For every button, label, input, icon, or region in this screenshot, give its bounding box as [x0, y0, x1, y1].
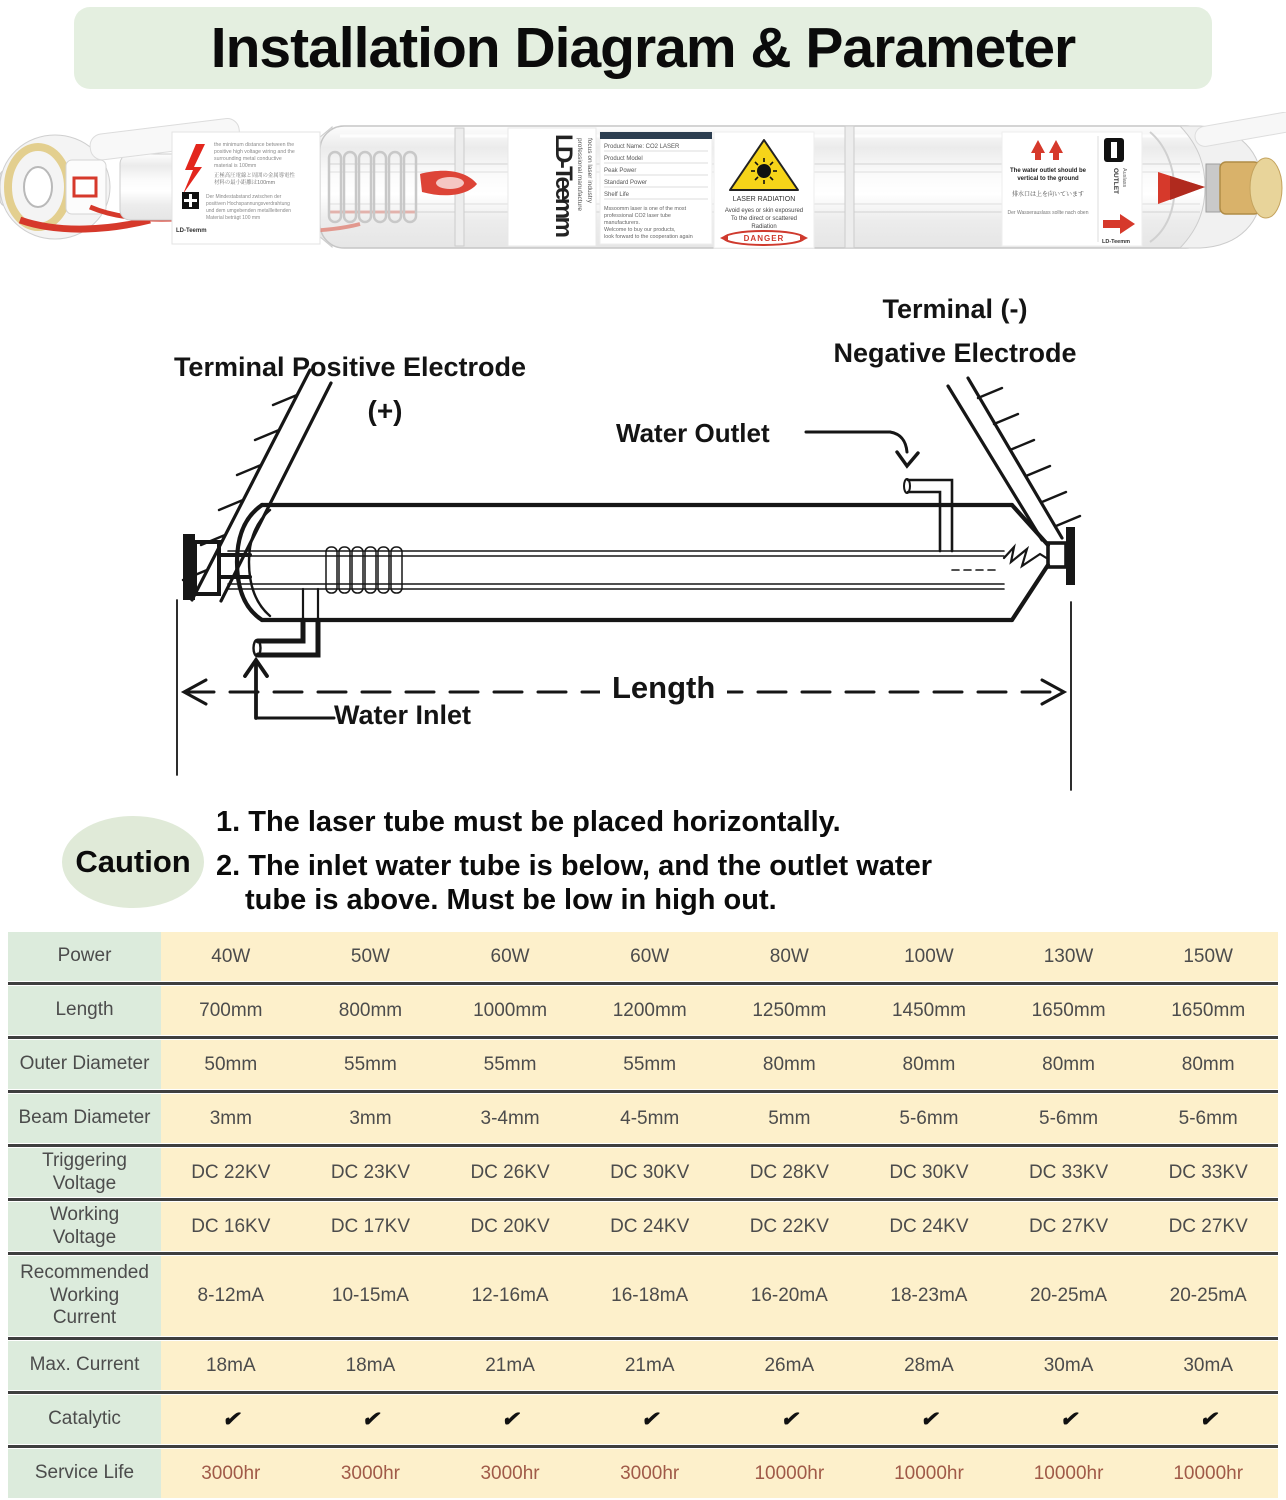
- table-cell: 8-12mA: [161, 1256, 301, 1336]
- svg-text:Radiation: Radiation: [751, 224, 777, 230]
- length-label: Length: [600, 670, 727, 706]
- table-row: [8, 1341, 1278, 1390]
- danger-badge: DANGER: [743, 234, 785, 243]
- table-cell: 60W: [580, 932, 720, 981]
- svg-text:Avoid eyes or skin exposured: Avoid eyes or skin exposured: [724, 208, 804, 214]
- table-cell: 16-20mA: [720, 1256, 860, 1336]
- table-row: [8, 1395, 1278, 1444]
- table-cell: DC 17KV: [301, 1202, 441, 1251]
- water-outlet-pipe: [904, 479, 952, 551]
- svg-text:LD-Teemm: LD-Teemm: [1102, 239, 1131, 245]
- table-cell: DC 30KV: [580, 1148, 720, 1197]
- table-cell: 1650mm: [999, 986, 1139, 1035]
- water-outlet-leader: [806, 432, 918, 466]
- table-cell: 50mm: [161, 1040, 301, 1089]
- table-cell: 150W: [1138, 932, 1278, 981]
- caution-item-1: 1. The laser tube must be placed horizontally.: [216, 806, 841, 838]
- table-separator: [8, 1445, 1278, 1448]
- table-row: [8, 1256, 1278, 1336]
- svg-text:Material beträgt 100 mm: Material beträgt 100 mm: [206, 215, 261, 221]
- check-cell: ✔: [1138, 1395, 1278, 1444]
- left-warning-label: [172, 132, 320, 244]
- table-cell: 55mm: [440, 1040, 580, 1089]
- table-row: [8, 1148, 1278, 1197]
- svg-text:vertical to the ground: vertical to the ground: [1017, 176, 1079, 182]
- table-cell: 18-23mA: [859, 1256, 999, 1336]
- svg-text:look forward to the cooperatio: look forward to the cooperation again: [604, 234, 693, 240]
- check-cell: ✔: [859, 1395, 999, 1444]
- svg-text:LASER RADIATION: LASER RADIATION: [732, 196, 796, 203]
- table-cell: 12-16mA: [440, 1256, 580, 1336]
- table-cell: 5mm: [720, 1094, 860, 1143]
- svg-text:The water outlet should be: The water outlet should be: [1009, 168, 1087, 174]
- water-inlet-label: Water Inlet: [334, 700, 472, 730]
- table-cell: DC 30KV: [859, 1148, 999, 1197]
- check-cell: ✔: [720, 1395, 860, 1444]
- water-inlet-leader: [245, 660, 334, 718]
- outlet-label: [1002, 132, 1142, 246]
- negative-electrode-label: Negative Electrode: [833, 338, 1077, 368]
- svg-text:positive high voltage wiring a: positive high voltage wiring and the: [214, 149, 295, 155]
- table-cell: 10000hr: [1138, 1449, 1278, 1498]
- row-label: Service Life: [8, 1449, 161, 1498]
- table-cell: 28mA: [859, 1341, 999, 1390]
- table-cell: DC 24KV: [859, 1202, 999, 1251]
- svg-text:Product Model: Product Model: [604, 156, 643, 162]
- water-outlet-label: Water Outlet: [616, 418, 770, 448]
- svg-text:positiven Hochspannungsverdrah: positiven Hochspannungsverdrahtung: [206, 201, 290, 207]
- tube-outline: [237, 505, 1066, 620]
- svg-text:材料の最小距離は100mm: 材料の最小距離は100mm: [214, 180, 276, 186]
- table-cell: 18mA: [301, 1341, 441, 1390]
- table-cell: 55mm: [301, 1040, 441, 1089]
- table-cell: 3-4mm: [440, 1094, 580, 1143]
- table-cell: 3000hr: [301, 1449, 441, 1498]
- water-inlet-pipe: [254, 589, 319, 656]
- caution-item-2-line2: tube is above. Must be low in high out.: [245, 884, 777, 916]
- zigzag-lead: [1004, 547, 1048, 566]
- table-cell: 1450mm: [859, 986, 999, 1035]
- table-cell: 40W: [161, 932, 301, 981]
- table-separator: [8, 1144, 1278, 1147]
- negative-electrode-symbol: [948, 378, 1080, 540]
- parameter-table: [8, 932, 1278, 1498]
- row-label: Catalytic: [8, 1395, 161, 1444]
- table-row: [8, 1040, 1278, 1089]
- row-label: Triggering Voltage: [8, 1148, 161, 1197]
- check-cell: ✔: [440, 1395, 580, 1444]
- table-cell: 60W: [440, 932, 580, 981]
- svg-text:Standard Power: Standard Power: [604, 180, 648, 186]
- check-cell: ✔: [301, 1395, 441, 1444]
- table-cell: DC 23KV: [301, 1148, 441, 1197]
- svg-text:focus on laser industry: focus on laser industry: [586, 138, 593, 204]
- svg-text:und dem umgebenden metallleite: und dem umgebenden metallleitenden: [206, 208, 292, 214]
- table-cell: DC 16KV: [161, 1202, 301, 1251]
- table-cell: DC 27KV: [999, 1202, 1139, 1251]
- table-cell: 3000hr: [161, 1449, 301, 1498]
- svg-text:Der Wasserauslass sollte nach: Der Wasserauslass sollte nach oben: [1007, 210, 1089, 216]
- table-cell: 21mA: [440, 1341, 580, 1390]
- table-row: [8, 1449, 1278, 1498]
- table-separator: [8, 1036, 1278, 1039]
- check-cell: ✔: [161, 1395, 301, 1444]
- svg-text:Der Mindestabstand zwischen de: Der Mindestabstand zwischen der: [206, 194, 282, 200]
- table-cell: 1250mm: [720, 986, 860, 1035]
- table-cell: 5-6mm: [1138, 1094, 1278, 1143]
- row-label: Power: [8, 932, 161, 981]
- right-end-plate: [1066, 527, 1075, 585]
- svg-text:Product Name: CO2 LASER: Product Name: CO2 LASER: [604, 144, 680, 150]
- caution-item-2-line1: 2. The inlet water tube is below, and the outlet water: [216, 850, 932, 882]
- svg-text:正極高圧電線と周囲の金属導電性: 正極高圧電線と周囲の金属導電性: [214, 173, 295, 179]
- row-label: Recommended Working Current: [8, 1256, 161, 1336]
- table-cell: 800mm: [301, 986, 441, 1035]
- coil: [326, 547, 402, 593]
- table-cell: 10000hr: [999, 1449, 1139, 1498]
- table-cell: 3000hr: [440, 1449, 580, 1498]
- table-cell: 5-6mm: [859, 1094, 999, 1143]
- svg-text:Shelf Life: Shelf Life: [604, 192, 630, 198]
- laser-radiation-label: [714, 132, 814, 248]
- table-cell: 30mA: [1138, 1341, 1278, 1390]
- svg-text:professional manufacture: professional manufacture: [576, 138, 583, 211]
- table-row: [8, 986, 1278, 1035]
- caution-badge: Caution: [62, 816, 204, 908]
- table-cell: 10-15mA: [301, 1256, 441, 1336]
- row-label: Beam Diameter: [8, 1094, 161, 1143]
- table-cell: 26mA: [720, 1341, 860, 1390]
- svg-text:Welcome to buy our products,: Welcome to buy our products,: [604, 227, 676, 233]
- table-cell: 3000hr: [580, 1449, 720, 1498]
- svg-text:material is 100mm: material is 100mm: [214, 163, 257, 169]
- table-cell: 700mm: [161, 986, 301, 1035]
- table-cell: 4-5mm: [580, 1094, 720, 1143]
- svg-text:professional CO2 laser tube: professional CO2 laser tube: [604, 213, 671, 219]
- row-label: Max. Current: [8, 1341, 161, 1390]
- svg-text:Mssoomm laser is one of the mo: Mssoomm laser is one of the most: [604, 206, 687, 212]
- table-cell: 21mA: [580, 1341, 720, 1390]
- table-cell: DC 33KV: [999, 1148, 1139, 1197]
- terminal-positive-label: Terminal Positive Electrode: [173, 352, 527, 382]
- table-cell: DC 26KV: [440, 1148, 580, 1197]
- table-separator: [8, 1337, 1278, 1340]
- svg-text:Peak Power: Peak Power: [604, 168, 637, 174]
- terminal-negative-label: Terminal (-): [882, 294, 1028, 324]
- table-cell: 20-25mA: [999, 1256, 1139, 1336]
- table-separator: [8, 1391, 1278, 1394]
- terminal-positive-plus: (+): [367, 395, 403, 426]
- svg-text:the minimum distance between t: the minimum distance between the: [214, 142, 295, 148]
- svg-text:surrounding metal conductive: surrounding metal conductive: [214, 156, 282, 162]
- svg-text:manufacturers.: manufacturers.: [604, 220, 640, 226]
- table-cell: 130W: [999, 932, 1139, 981]
- installation-diagram: [0, 268, 1286, 814]
- table-cell: 100W: [859, 932, 999, 981]
- check-cell: ✔: [999, 1395, 1139, 1444]
- table-cell: 80mm: [1138, 1040, 1278, 1089]
- title-banner: [74, 7, 1212, 89]
- table-cell: 1000mm: [440, 986, 580, 1035]
- table-cell: DC 20KV: [440, 1202, 580, 1251]
- table-separator: [8, 1090, 1278, 1093]
- table-row: [8, 932, 1278, 981]
- table-cell: 18mA: [161, 1341, 301, 1390]
- laser-tube-photo-svg: [0, 112, 1286, 262]
- table-cell: 50W: [301, 932, 441, 981]
- svg-text:LD-Teemm: LD-Teemm: [550, 134, 577, 238]
- table-row: [8, 1094, 1278, 1143]
- table-cell: 80mm: [720, 1040, 860, 1089]
- table-cell: DC 24KV: [580, 1202, 720, 1251]
- page-title: Installation Diagram & Parameter: [210, 16, 1076, 80]
- table-separator: [8, 1198, 1278, 1201]
- table-cell: 10000hr: [720, 1449, 860, 1498]
- brand-label: [508, 128, 596, 246]
- table-cell: 5-6mm: [999, 1094, 1139, 1143]
- table-cell: 20-25mA: [1138, 1256, 1278, 1336]
- table-cell: 10000hr: [859, 1449, 999, 1498]
- table-cell: DC 22KV: [720, 1202, 860, 1251]
- table-cell: 3mm: [301, 1094, 441, 1143]
- svg-text:LD-Teemm: LD-Teemm: [176, 228, 207, 234]
- table-cell: 1200mm: [580, 986, 720, 1035]
- table-cell: DC 22KV: [161, 1148, 301, 1197]
- table-row: [8, 1202, 1278, 1251]
- table-cell: 1650mm: [1138, 986, 1278, 1035]
- table-cell: 3mm: [161, 1094, 301, 1143]
- row-label: Length: [8, 986, 161, 1035]
- table-cell: 80mm: [999, 1040, 1139, 1089]
- table-cell: DC 28KV: [720, 1148, 860, 1197]
- table-cell: 80mm: [859, 1040, 999, 1089]
- table-cell: 30mA: [999, 1341, 1139, 1390]
- table-cell: DC 27KV: [1138, 1202, 1278, 1251]
- row-label: Working Voltage: [8, 1202, 161, 1251]
- table-separator: [8, 982, 1278, 985]
- laser-tube-photo: [0, 112, 1286, 262]
- svg-text:排水口は上を向いています: 排水口は上を向いています: [1011, 192, 1085, 198]
- inner-bore: [228, 551, 1004, 589]
- table-separator: [8, 1252, 1278, 1255]
- table-cell: 80W: [720, 932, 860, 981]
- svg-text:OUTLET: OUTLET: [1112, 168, 1119, 194]
- spec-label: [600, 132, 712, 244]
- table-cell: DC 33KV: [1138, 1148, 1278, 1197]
- svg-text:To the direct or scattered: To the direct or scattered: [730, 216, 798, 222]
- table-cell: 55mm: [580, 1040, 720, 1089]
- svg-text:Auslass: Auslass: [1121, 168, 1127, 188]
- row-label: Outer Diameter: [8, 1040, 161, 1089]
- table-cell: 16-18mA: [580, 1256, 720, 1336]
- check-cell: ✔: [580, 1395, 720, 1444]
